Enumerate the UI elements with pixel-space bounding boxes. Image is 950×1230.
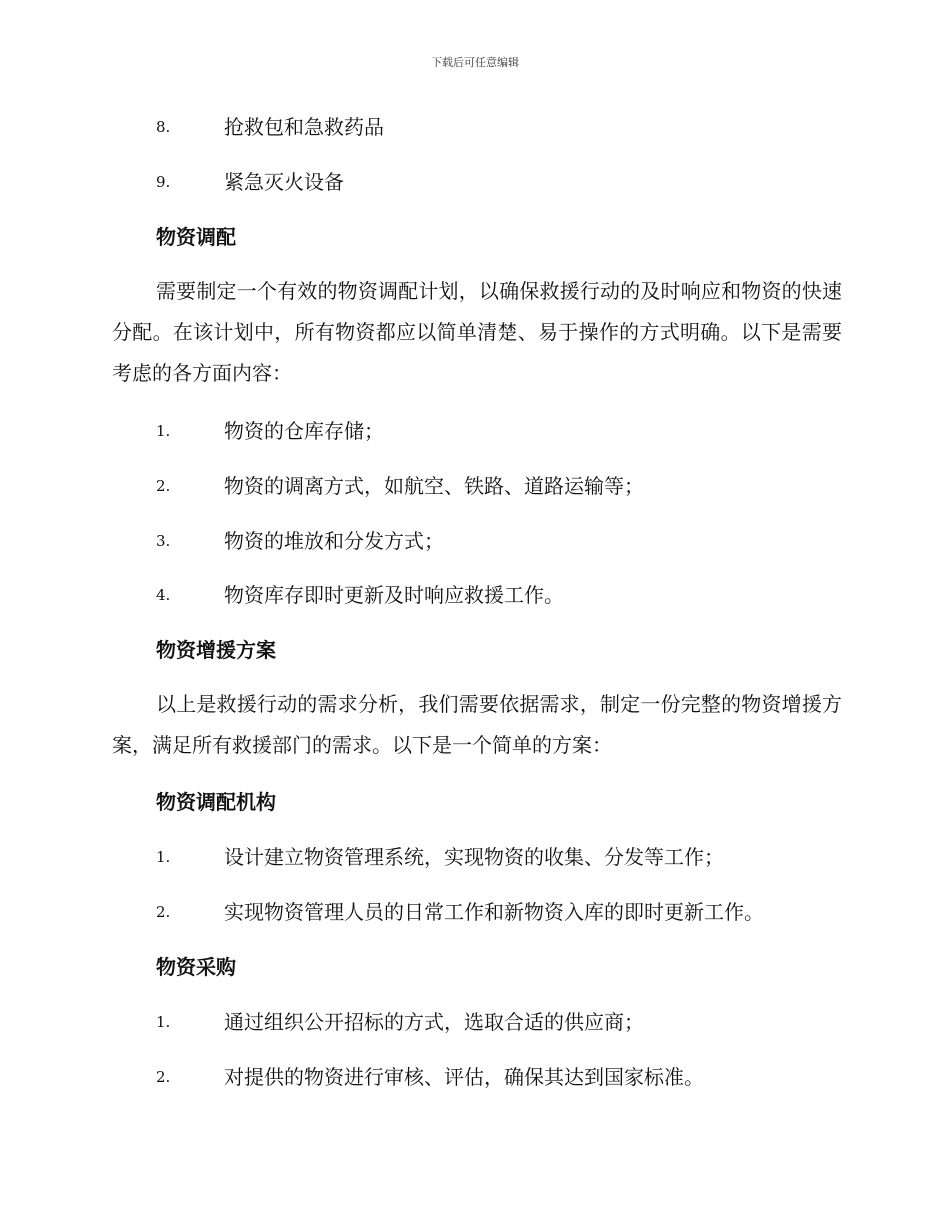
list-item-number: 1.: [156, 848, 171, 866]
list-item-number: 8.: [156, 118, 171, 136]
list-item-text: 抢救包和急救药品: [224, 115, 384, 139]
list-item-number: 2.: [156, 1068, 171, 1086]
section-paragraph-allocation: 需要制定一个有效的物资调配计划，以确保救援行动的及时响应和物资的快速分配。在该计划中，所有物资都应以简单清楚、易于操作的方式明确。以下是需要考虑的各方面内容：: [112, 279, 842, 385]
section-paragraph-reinforcement: 以上是救援行动的需求分析，我们需要依据需求，制定一份完整的物资增援方案，满足所有救援部门的需求。以下是一个简单的方案：: [112, 692, 842, 757]
page-header: 下载后可任意编辑: [431, 56, 519, 69]
section-heading-agency: 物资调配机构: [156, 790, 276, 814]
section-heading-procurement: 物资采购: [156, 955, 236, 979]
list-item-text: 对提供的物资进行审核、评估，确保其达到国家标准。: [224, 1065, 704, 1089]
list-item-number: 1.: [156, 422, 171, 440]
list-item-text: 实现物资管理人员的日常工作和新物资入库的即时更新工作。: [224, 900, 764, 924]
list-item-number: 3.: [156, 532, 171, 550]
list-item-number: 9.: [156, 173, 171, 191]
list-item-text: 设计建立物资管理系统，实现物资的收集、分发等工作；: [224, 845, 724, 869]
list-item-text: 物资库存即时更新及时响应救援工作。: [224, 583, 564, 607]
section-heading-reinforcement: 物资增援方案: [156, 638, 276, 662]
list-item-text: 物资的堆放和分发方式；: [224, 529, 444, 553]
section-heading-allocation: 物资调配: [156, 225, 236, 249]
list-item-number: 1.: [156, 1013, 171, 1031]
list-item-text: 物资的调离方式，如航空、铁路、道路运输等；: [224, 474, 644, 498]
list-item-text: 物资的仓库存储；: [224, 419, 384, 443]
list-item-text: 通过组织公开招标的方式，选取合适的供应商；: [224, 1010, 644, 1034]
list-item-number: 4.: [156, 586, 171, 604]
list-item-text: 紧急灭火设备: [224, 170, 344, 194]
list-item-number: 2.: [156, 903, 171, 921]
list-item-number: 2.: [156, 477, 171, 495]
